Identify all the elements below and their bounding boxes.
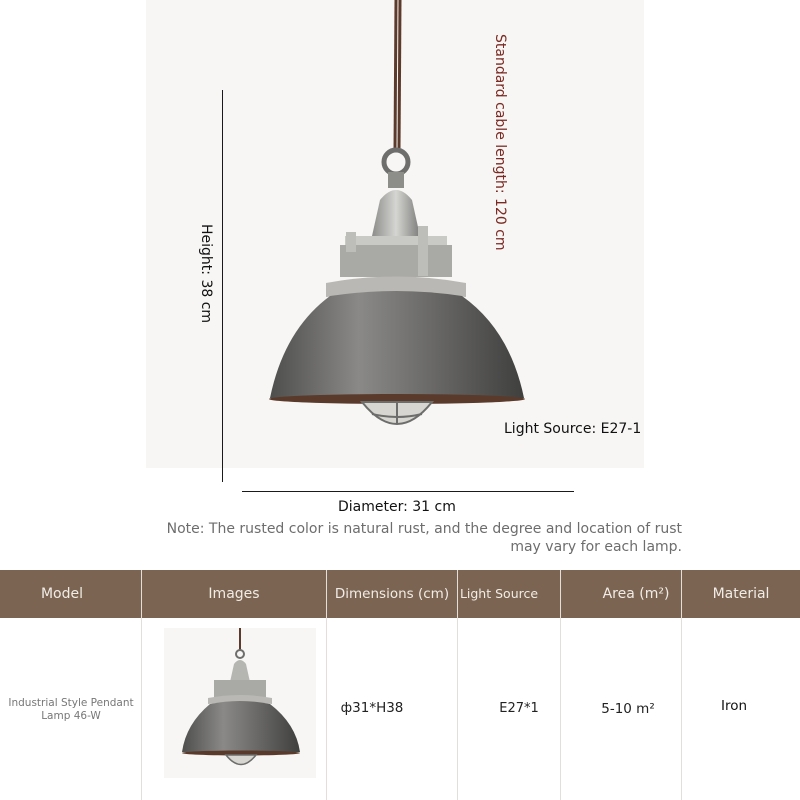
column-divider	[457, 570, 458, 800]
column-divider	[681, 570, 682, 800]
header-material: Material	[712, 586, 770, 602]
column-divider	[141, 570, 142, 800]
height-label: Height: 38 cm	[198, 224, 214, 324]
rust-note	[160, 520, 682, 556]
lamp-housing	[340, 245, 452, 277]
header-light-source: Light Source	[459, 586, 539, 601]
header-images: Images	[208, 586, 260, 602]
rust-note-line-2: may vary for each lamp.	[510, 539, 682, 555]
header-area: Area (m²)	[602, 586, 670, 602]
product-thumbnail	[164, 628, 316, 778]
model-name-line-2: Lamp 46-W	[41, 710, 101, 722]
spec-table-header	[0, 570, 800, 618]
table-cell-light-source: E27*1	[499, 701, 539, 716]
diameter-label: Diameter: 31 cm	[338, 499, 456, 515]
light-source-label: Light Source: E27-1	[504, 421, 642, 437]
table-cell-material: Iron	[720, 698, 748, 714]
table-cell-model	[0, 697, 142, 723]
diameter-dimension-line	[242, 491, 574, 492]
cable-length-label: Standard cable length: 120 cm	[492, 34, 508, 251]
header-model: Model	[40, 586, 84, 602]
rust-note-line-1: Note: The rusted color is natural rust, and the degree and location of rust	[166, 521, 682, 537]
hanging-ring	[384, 150, 408, 174]
chain	[395, 0, 400, 150]
lamp-cap	[372, 190, 420, 236]
lamp-shade	[270, 291, 524, 398]
height-dimension-line	[222, 90, 223, 482]
model-name-line-1: Industrial Style Pendant	[8, 697, 134, 709]
column-divider	[560, 570, 561, 800]
header-dimensions: Dimensions (cm)	[334, 586, 450, 602]
table-cell-area: 5-10 m²	[601, 701, 655, 717]
column-divider	[326, 570, 327, 800]
table-cell-dimensions: ф31*H38	[340, 700, 404, 716]
lamp-neck	[388, 172, 404, 188]
